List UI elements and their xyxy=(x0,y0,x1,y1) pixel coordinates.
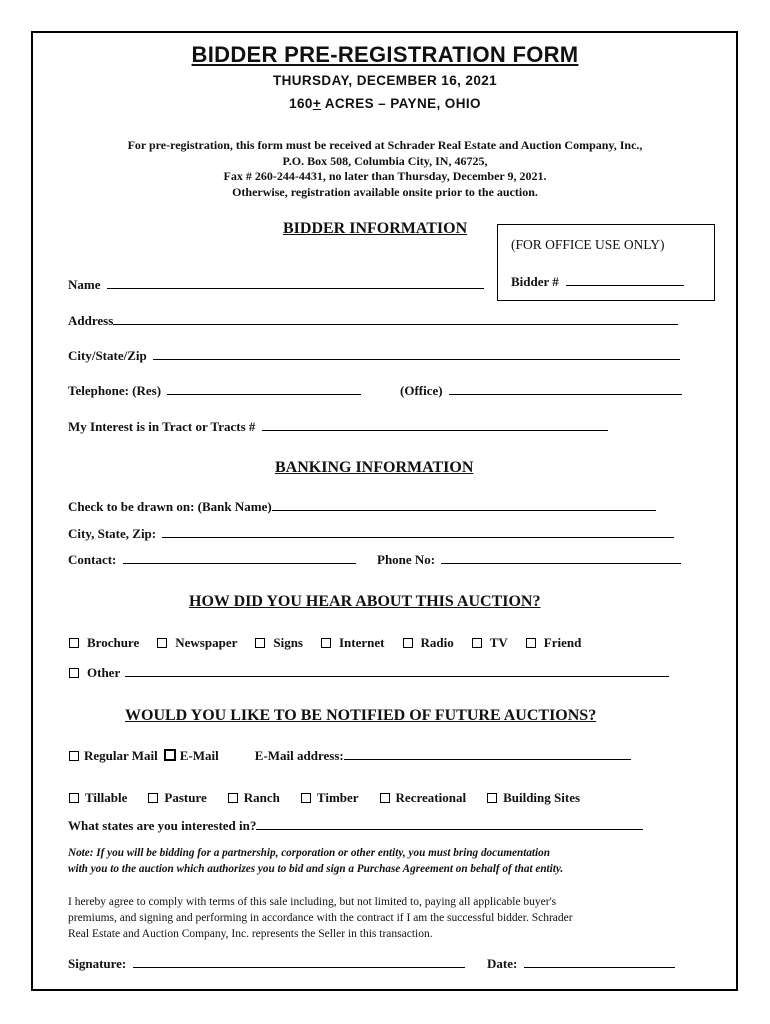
building-sites-checkbox[interactable] xyxy=(487,793,497,803)
newspaper-label: Newspaper xyxy=(175,635,238,650)
bank-contact-label: Contact: xyxy=(68,552,117,567)
office-use-label: (FOR OFFICE USE ONLY) xyxy=(511,237,665,252)
auction-location xyxy=(0,96,770,111)
building-sites-label: Building Sites xyxy=(503,790,581,805)
email-address-line[interactable] xyxy=(344,758,631,760)
acres-plusminus: + xyxy=(312,96,322,111)
address-line[interactable] xyxy=(113,323,678,325)
form-title: BIDDER PRE-REGISTRATION FORM xyxy=(191,42,579,67)
tract-interest-line[interactable] xyxy=(262,429,608,431)
office-use-box xyxy=(497,224,715,301)
option-recreational[interactable] xyxy=(380,790,467,805)
signature-field[interactable] xyxy=(68,956,465,972)
hear-options-row xyxy=(69,635,589,651)
friend-label: Friend xyxy=(543,635,582,650)
brochure-label: Brochure xyxy=(87,635,140,650)
regular-mail-label: Regular Mail xyxy=(84,748,158,763)
ranch-label: Ranch xyxy=(243,790,280,805)
bank-city-field[interactable] xyxy=(68,526,674,542)
name-label: Name xyxy=(68,277,101,292)
bank-name-field[interactable] xyxy=(68,499,656,515)
intro-line: P.O. Box 508, Columbia City, IN, 46725, xyxy=(282,153,488,168)
city-state-zip-label: City/State/Zip xyxy=(68,348,147,363)
recreational-checkbox[interactable] xyxy=(380,793,390,803)
bidder-number-label: Bidder # xyxy=(511,274,559,289)
agreement-text xyxy=(68,894,573,942)
telephone-res-line[interactable] xyxy=(167,393,361,395)
tract-interest-field[interactable] xyxy=(68,419,608,435)
tract-interest-label: My Interest is in Tract or Tracts # xyxy=(68,419,256,434)
option-signs[interactable] xyxy=(255,635,303,650)
email-address-label: E-Mail address: xyxy=(254,748,344,763)
interest-options-row xyxy=(69,790,580,806)
telephone-office-field[interactable] xyxy=(400,383,682,399)
states-interest-field[interactable] xyxy=(68,818,643,834)
tv-checkbox[interactable] xyxy=(472,638,482,648)
option-tv[interactable] xyxy=(472,635,508,650)
hear-about-heading: HOW DID YOU HEAR ABOUT THIS AUCTION? xyxy=(189,593,541,610)
bidder-info-heading: BIDDER INFORMATION xyxy=(283,220,468,237)
option-brochure[interactable] xyxy=(69,635,139,650)
states-interest-line[interactable] xyxy=(256,828,643,830)
bank-city-label: City, State, Zip: xyxy=(68,526,157,541)
signs-label: Signs xyxy=(273,635,303,650)
option-email[interactable] xyxy=(164,748,219,763)
option-internet[interactable] xyxy=(321,635,385,650)
timber-checkbox[interactable] xyxy=(301,793,311,803)
tillable-checkbox[interactable] xyxy=(69,793,79,803)
option-radio[interactable] xyxy=(403,635,454,650)
date-label: Date: xyxy=(487,956,518,971)
telephone-office-line[interactable] xyxy=(449,393,682,395)
intro-text xyxy=(0,138,770,200)
intro-line: Fax # 260-244-4431, no later than Thursday, December 9, 2021. xyxy=(223,169,547,183)
email-checkbox[interactable] xyxy=(164,749,176,761)
friend-checkbox[interactable] xyxy=(526,638,536,648)
auction-date: THURSDAY, DECEMBER 16, 2021 xyxy=(272,73,498,88)
city-state-zip-line[interactable] xyxy=(153,358,680,360)
address-field[interactable] xyxy=(68,313,678,329)
intro-line: Otherwise, registration available onsite prior to the auction. xyxy=(232,184,538,199)
name-field[interactable] xyxy=(68,277,484,293)
radio-label: Radio xyxy=(420,635,454,650)
note-line: Note: If you will be bidding for a partnership, corporation or other entity, you must bring documentation xyxy=(68,847,550,859)
acres-number: 160 xyxy=(289,96,313,111)
newspaper-checkbox[interactable] xyxy=(157,638,167,648)
option-timber[interactable] xyxy=(301,790,359,805)
pasture-checkbox[interactable] xyxy=(148,793,158,803)
notify-heading: WOULD YOU LIKE TO BE NOTIFIED OF FUTURE AUCTIONS? xyxy=(125,707,597,724)
bank-name-label: Check to be drawn on: (Bank Name) xyxy=(68,499,272,514)
radio-checkbox[interactable] xyxy=(403,638,413,648)
option-pasture[interactable] xyxy=(148,790,206,805)
bidder-number-field[interactable] xyxy=(511,274,684,290)
city-state-zip-field[interactable] xyxy=(68,348,680,364)
email-address-field[interactable] xyxy=(255,748,631,763)
other-line[interactable] xyxy=(125,675,669,677)
date-line[interactable] xyxy=(524,966,675,968)
agreement-line: Real Estate and Auction Company, Inc. represents the Seller in this transaction. xyxy=(68,928,433,940)
address-label: Address xyxy=(68,313,114,328)
agreement-line: I hereby agree to comply with terms of this sale including, but not limited to, paying all applicable buyer's xyxy=(68,896,557,908)
bank-city-line[interactable] xyxy=(162,536,674,538)
signs-checkbox[interactable] xyxy=(255,638,265,648)
option-newspaper[interactable] xyxy=(157,635,237,650)
bank-phone-line[interactable] xyxy=(441,562,681,564)
agreement-line: premiums, and signing and performing in accordance with the contract if I am the successful bidder. Schrader xyxy=(68,912,573,924)
option-building-sites[interactable] xyxy=(487,790,580,805)
other-label: Other xyxy=(87,665,120,680)
option-friend[interactable] xyxy=(526,635,582,650)
recreational-label: Recreational xyxy=(395,790,467,805)
entity-note xyxy=(68,845,563,877)
bank-phone-label: Phone No: xyxy=(377,552,436,567)
date-field[interactable] xyxy=(487,956,675,972)
pasture-label: Pasture xyxy=(164,790,207,805)
bidder-number-line[interactable] xyxy=(566,284,684,286)
internet-label: Internet xyxy=(339,635,385,650)
signature-label: Signature: xyxy=(68,956,127,971)
timber-label: Timber xyxy=(316,790,359,805)
intro-line: For pre-registration, this form must be received at Schrader Real Estate and Auction Company, Inc., xyxy=(127,138,643,152)
signature-line[interactable] xyxy=(133,966,465,968)
ranch-checkbox[interactable] xyxy=(228,793,238,803)
regular-mail-checkbox[interactable] xyxy=(69,751,79,761)
acres-location: ACRES – PAYNE, OHIO xyxy=(321,96,481,111)
states-interest-label: What states are you interested in? xyxy=(68,818,257,833)
option-ranch[interactable] xyxy=(228,790,280,805)
tv-label: TV xyxy=(489,635,508,650)
telephone-res-field[interactable] xyxy=(68,383,361,399)
notify-method-row xyxy=(69,748,631,764)
email-label: E-Mail xyxy=(179,748,219,763)
option-other[interactable] xyxy=(69,665,669,681)
bank-phone-field[interactable] xyxy=(377,552,681,568)
telephone-res-label: Telephone: (Res) xyxy=(68,383,162,398)
option-regular-mail[interactable] xyxy=(69,748,158,763)
note-line: with you to the auction which authorizes you to bid and sign a Purchase Agreement on behalf of that entity. xyxy=(68,863,564,875)
banking-info-heading: BANKING INFORMATION xyxy=(275,459,474,476)
bank-name-line[interactable] xyxy=(272,509,656,511)
tillable-label: Tillable xyxy=(85,790,128,805)
bank-contact-line[interactable] xyxy=(123,562,356,564)
telephone-office-label: (Office) xyxy=(400,383,443,398)
internet-checkbox[interactable] xyxy=(321,638,331,648)
other-checkbox[interactable] xyxy=(69,668,79,678)
brochure-checkbox[interactable] xyxy=(69,638,79,648)
bank-contact-field[interactable] xyxy=(68,552,356,568)
name-line[interactable] xyxy=(107,287,484,289)
option-tillable[interactable] xyxy=(69,790,127,805)
